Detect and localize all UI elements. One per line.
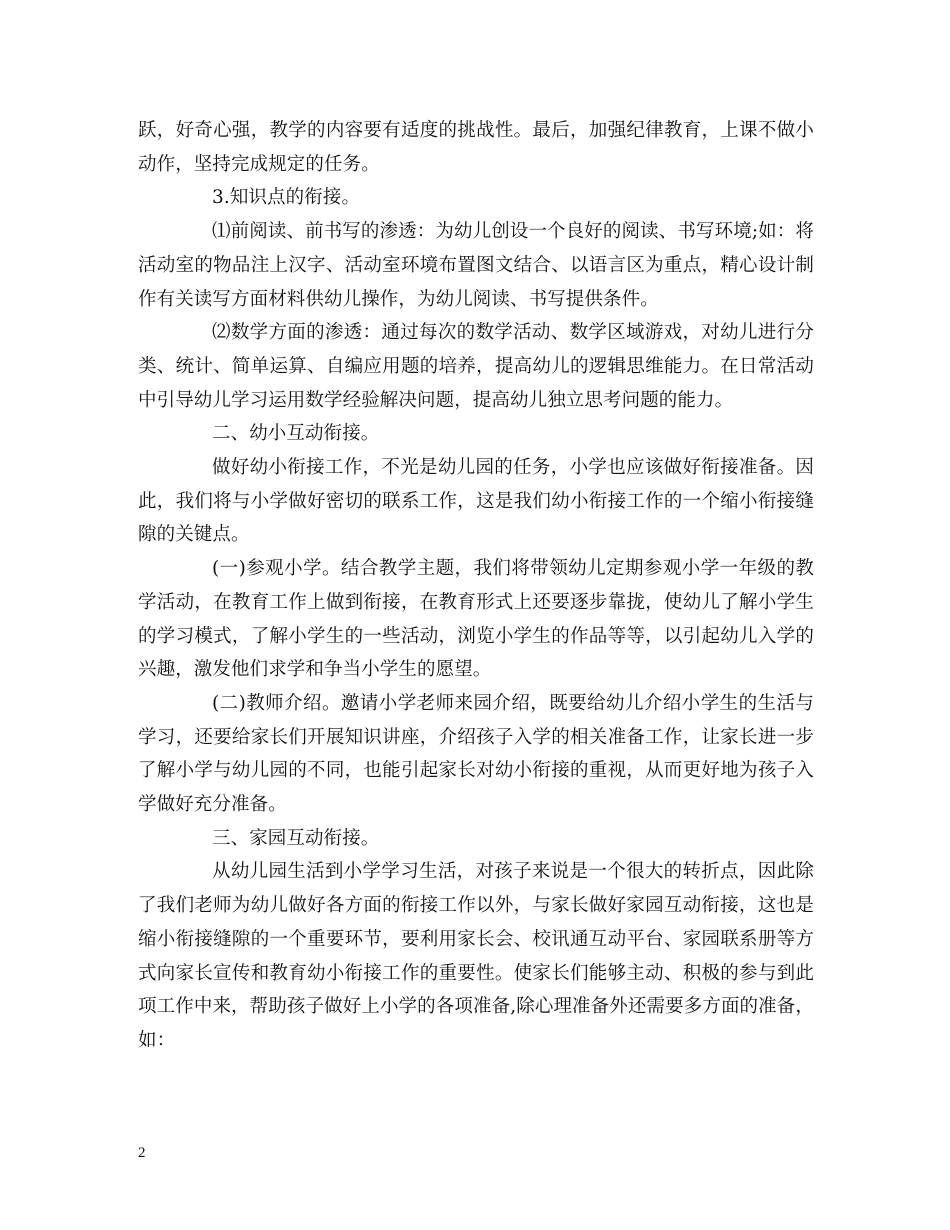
paragraph-3: ⑴前阅读、前书写的渗透：为幼儿创设一个良好的阅读、书写环境;如：将活动室的物品注上汉字、活动室环境布置图文结合、以语言区为重点，精心设计制作有关读写方面材料供幼儿操作，为幼儿阅读、书写提供条件。 [138, 221, 814, 310]
paragraph-2: 3.知识点的衔接。 [212, 187, 361, 209]
paragraph-9: 三、家园互动衔接。 [212, 827, 380, 849]
paragraph-4: ⑵数学方面的渗透：通过每次的数学活动、数学区域游戏，对幼儿进行分类、统计、简单运算、自编应用题的培养，提高幼儿的逻辑思维能力。在日常活动中引导幼儿学习运用数学经验解决问题，提高幼儿独立思考问题的能力。 [138, 322, 814, 411]
paragraph-6: 做好幼小衔接工作，不光是幼儿园的任务，小学也应该做好衔接准备。因此，我们将与小学做好密切的联系工作，这是我们幼小衔接工作的一个缩小衔接缝隙的关键点。 [138, 457, 814, 546]
paragraph-7: (一)参观小学。结合教学主题，我们将带领幼儿定期参观小学一年级的教学活动，在教育工作上做到衔接，在教育形式上还要逐步靠拢，使幼儿了解小学生的学习模式，了解小学生的一些活动，浏览小学生的作品等等，以引起幼儿入学的兴趣，激发他们求学和争当小学生的愿望。 [138, 558, 814, 681]
paragraph-1: 跃，好奇心强，教学的内容要有适度的挑战性。最后，加强纪律教育，上课不做小动作，坚持完成规定的任务。 [138, 120, 814, 175]
page-number: 2 [138, 1145, 146, 1161]
document-body [138, 114, 814, 1058]
paragraph-8: (二)教师介绍。邀请小学老师来园介绍，既要给幼儿介绍小学生的生活与学习，还要给家长们开展知识讲座，介绍孩子入学的相关准备工作，让家长进一步了解小学与幼儿园的不同，也能引起家长对幼小衔接的重视，从而更好地为孩子入学做好充分准备。 [138, 692, 814, 816]
paragraph-10: 从幼儿园生活到小学学习生活，对孩子来说是一个很大的转折点，因此除了我们老师为幼儿做好各方面的衔接工作以外，与家长做好家园互动衔接，这也是缩小衔接缝隙的一个重要环节，要利用家长会、校讯通互动平台、家园联系册等方式向家长宣传和教育幼小衔接工作的重要性。使家长们能够主动、积极的参与到此项工作中来，帮助孩子做好上小学的各项准备,除心理准备外还需要多方面的准备，如： [138, 861, 814, 1051]
paragraph-5: 二、幼小互动衔接。 [212, 423, 380, 445]
